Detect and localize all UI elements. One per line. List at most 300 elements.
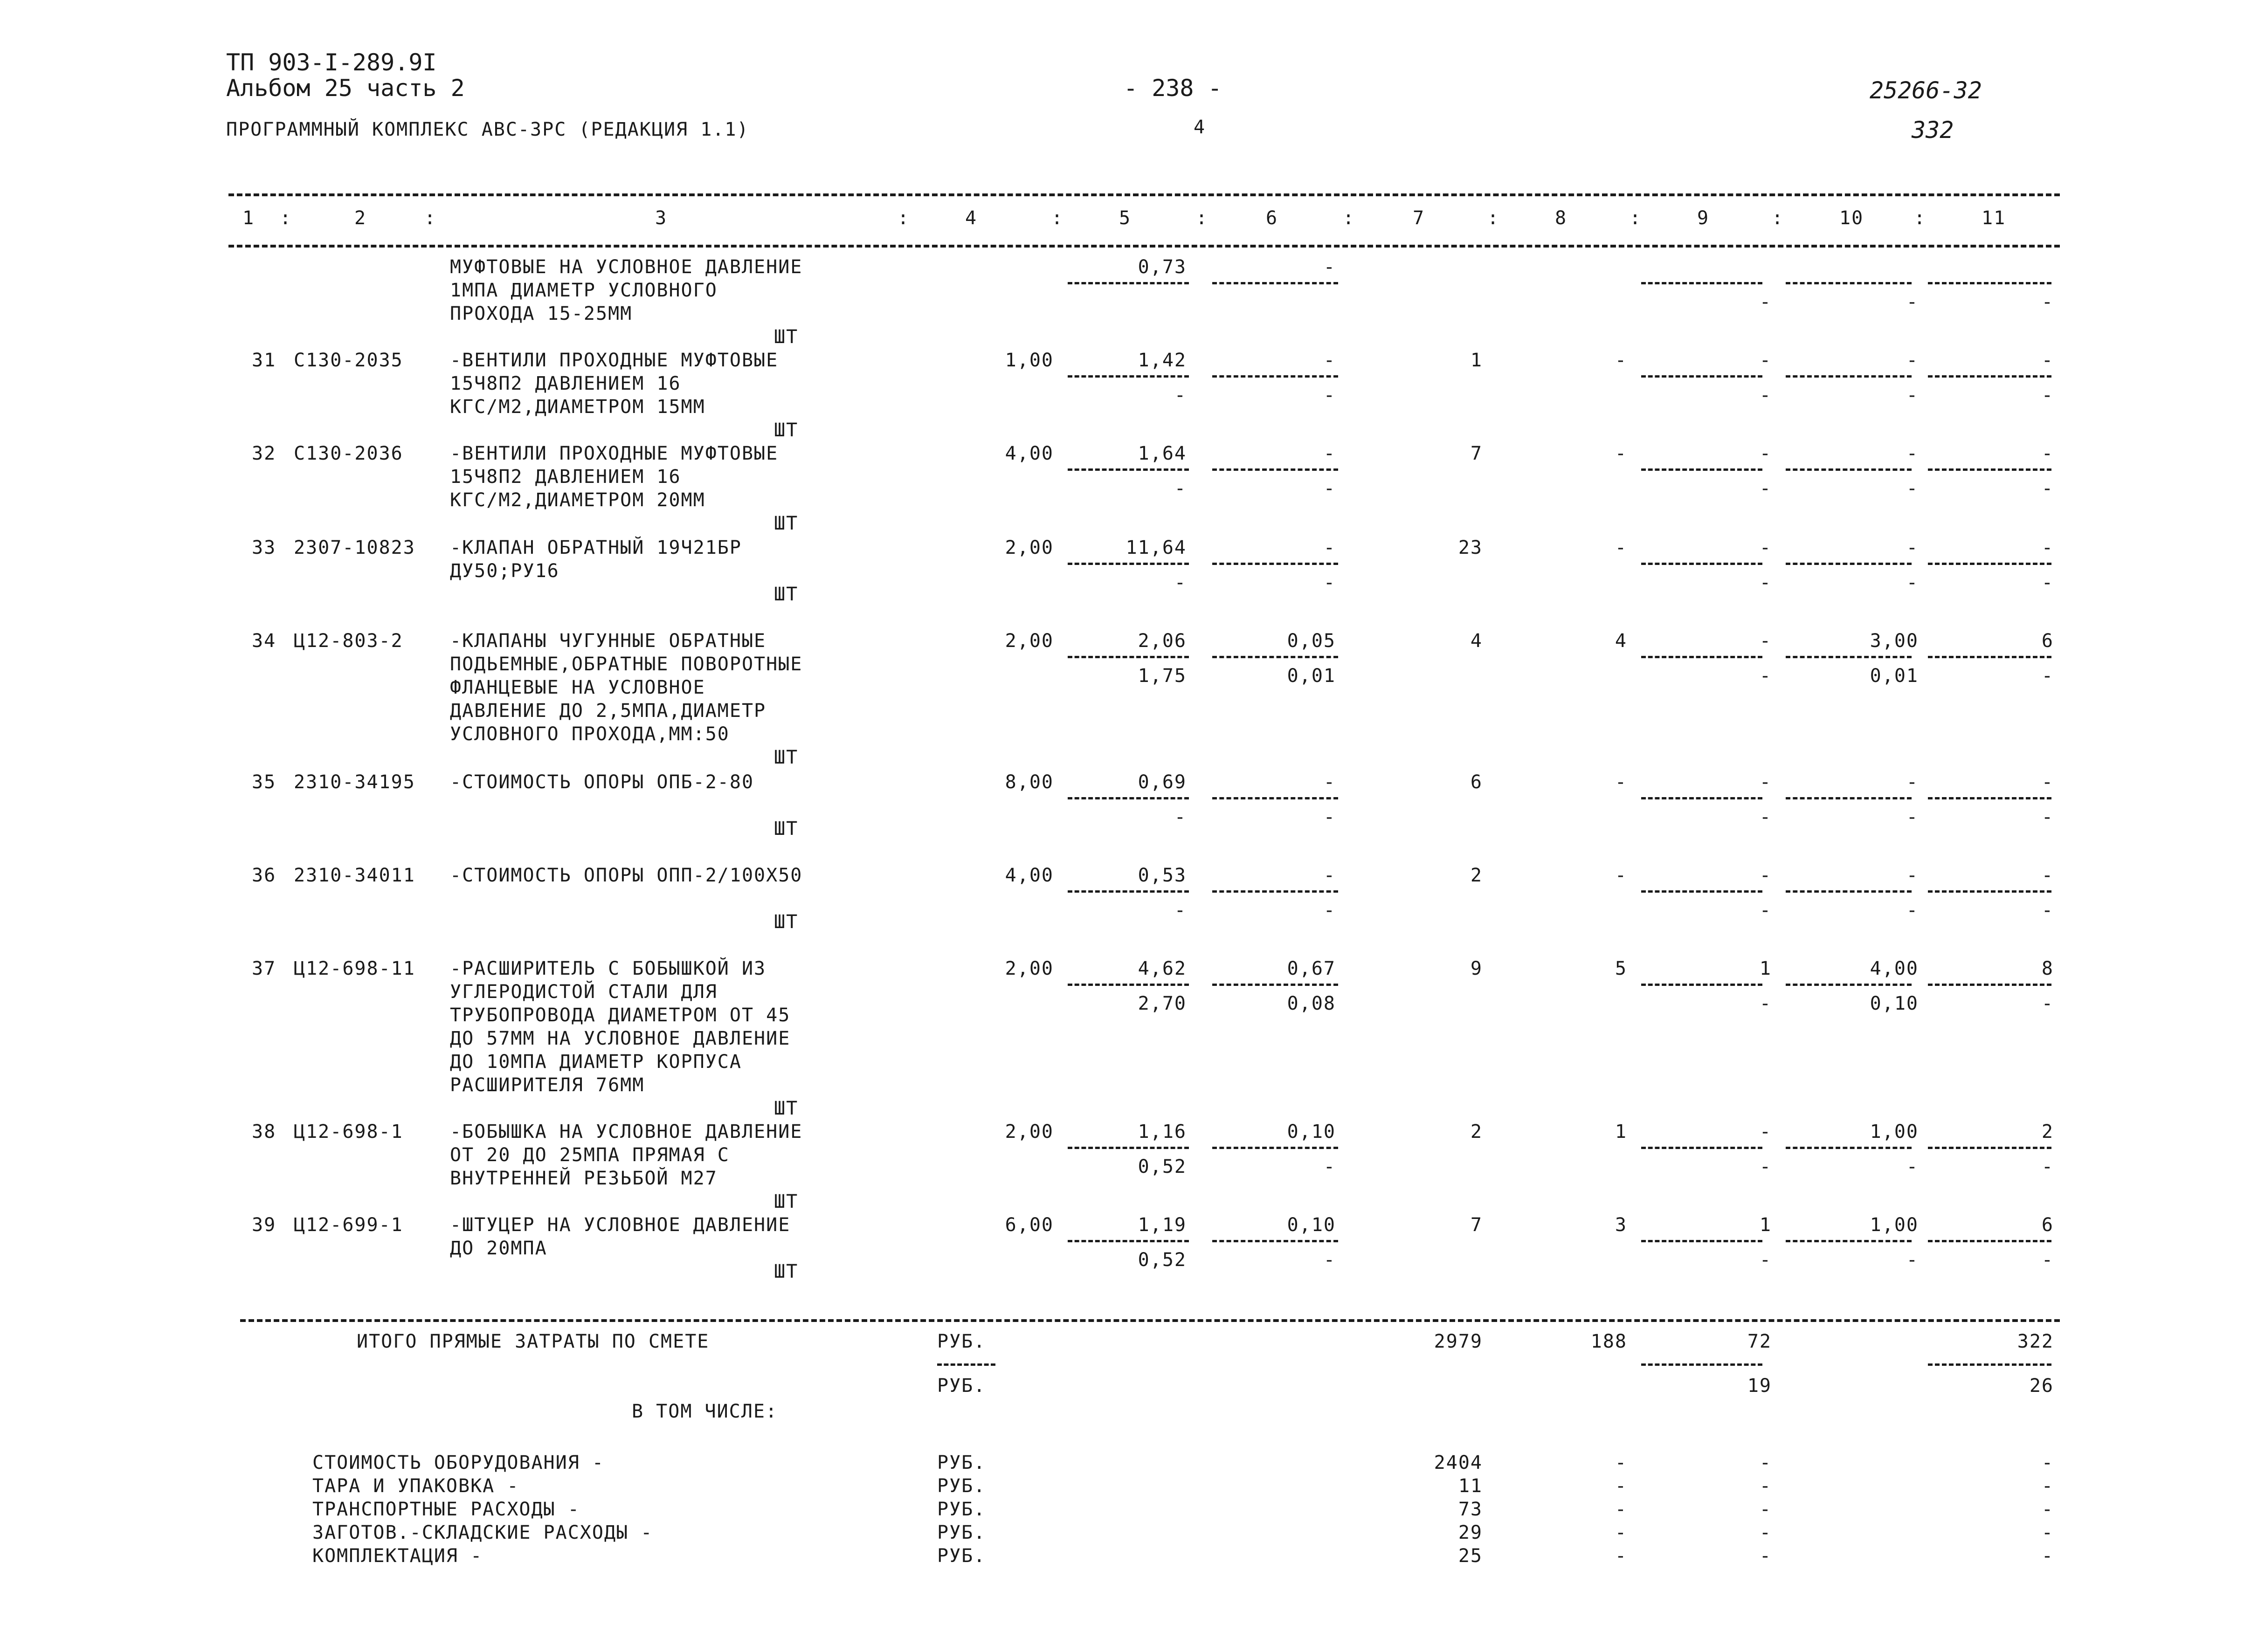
- row-cell-c9b: -: [1759, 665, 1772, 687]
- breakdown-label: ЗАГОТОВ.-СКЛАДСКИЕ РАСХОДЫ -: [312, 1522, 653, 1543]
- project-code: ТП 903-I-289.9I: [226, 49, 437, 76]
- row-cell-c10b: 0,10: [1870, 993, 1919, 1014]
- column-header-4: 4: [965, 207, 978, 229]
- row-number: 37: [252, 958, 276, 979]
- row-number: 38: [252, 1121, 276, 1143]
- cell-underline: [1928, 984, 2051, 986]
- breakdown-unit: РУБ.: [937, 1522, 986, 1543]
- row-cell-c8: -: [1615, 865, 1627, 886]
- row-cell-c5b: -: [1174, 385, 1187, 406]
- row-cell-c5b: 0,52: [1138, 1156, 1187, 1177]
- cell-underline: [1928, 1147, 2051, 1149]
- row-description-line: -ВЕНТИЛИ ПРОХОДНЫЕ МУФТОВЫЕ: [450, 350, 779, 371]
- row-cell-c6b: -: [1323, 478, 1336, 499]
- total-col9: 72: [1747, 1331, 1772, 1352]
- row-cell-c9b: -: [1759, 900, 1772, 921]
- row-cell-c11: -: [2041, 443, 2054, 464]
- row-unit: ШТ: [774, 584, 799, 605]
- row-cell-c6: -: [1323, 537, 1336, 558]
- program-line: ПРОГРАММНЫЙ КОМПЛЕКС АВС-3РС (РЕДАКЦИЯ 1.1): [226, 119, 749, 140]
- row-number: 33: [252, 537, 276, 558]
- row-cell-c6: -: [1323, 350, 1336, 371]
- page-number: - 238 -: [1124, 75, 1222, 102]
- cell-underline: [1786, 656, 1912, 658]
- cell-underline: [1641, 1240, 1762, 1242]
- totals-rule: [240, 1319, 2060, 1322]
- row-description-line: ПОДЬЕМНЫЕ,ОБРАТНЫЕ ПОВОРОТНЫЕ: [450, 654, 803, 675]
- row-cell-c11b: -: [2041, 1249, 2054, 1271]
- column-separator: :: [898, 207, 910, 229]
- row-description-line: -ШТУЦЕР НА УСЛОВНОЕ ДАВЛЕНИЕ: [450, 1214, 791, 1236]
- row-cell-c11b: -: [2041, 993, 2054, 1014]
- row-code: Ц12-699-1: [294, 1214, 403, 1236]
- row-unit: ШТ: [774, 1261, 799, 1282]
- row-description-line: -ВЕНТИЛИ ПРОХОДНЫЕ МУФТОВЫЕ: [450, 443, 779, 464]
- cell-underline: [1212, 797, 1338, 799]
- sheet-code: 332: [1912, 117, 1954, 144]
- row-number: 34: [252, 630, 276, 652]
- row-cell-c6b: -: [1323, 1249, 1336, 1271]
- row-description-line: ТРУБОПРОВОДА ДИАМЕТРОМ ОТ 45: [450, 1005, 791, 1026]
- breakdown-col11: -: [2041, 1452, 2054, 1473]
- totals-label: ИТОГО ПРЯМЫЕ ЗАТРАТЫ ПО СМЕТЕ: [357, 1331, 710, 1352]
- row-cell-c6b: -: [1323, 1156, 1336, 1177]
- cell-underline: [1068, 890, 1189, 893]
- row-cell-c5: 0,53: [1138, 865, 1187, 886]
- row-cell-c10: -: [1906, 537, 1919, 558]
- row-description-line: УСЛОВНОГО ПРОХОДА,ММ:50: [450, 723, 730, 745]
- total-col11-b: 26: [2029, 1375, 2054, 1397]
- row-cell-c6: -: [1323, 256, 1336, 278]
- row-cell-c11b: -: [2041, 665, 2054, 687]
- row-cell-c7: 6: [1470, 771, 1483, 793]
- cell-underline: [1068, 656, 1189, 658]
- column-separator: :: [280, 207, 292, 229]
- column-separator: :: [424, 207, 437, 229]
- row-cell-c8: 4: [1615, 630, 1627, 652]
- row-number: 39: [252, 1214, 276, 1236]
- row-description-line: КГС/М2,ДИАМЕТРОМ 15ММ: [450, 396, 705, 418]
- row-code: Ц12-803-2: [294, 630, 403, 652]
- cell-underline: [1068, 563, 1189, 565]
- row-cell-c7: 23: [1458, 537, 1483, 558]
- breakdown-col8: -: [1615, 1475, 1627, 1497]
- row-cell-c5: 0,69: [1138, 771, 1187, 793]
- row-cell-c11b: -: [2041, 291, 2054, 313]
- row-cell-c10b: -: [1906, 385, 1919, 406]
- column-header-11: 11: [1982, 207, 2006, 229]
- row-cell-c5b: 1,75: [1138, 665, 1187, 687]
- total-col9-underline: [1641, 1363, 1762, 1366]
- row-cell-c7: 9: [1470, 958, 1483, 979]
- row-cell-c6b: -: [1323, 572, 1336, 593]
- cell-underline: [1212, 468, 1338, 471]
- breakdown-col9: -: [1759, 1452, 1772, 1473]
- cell-underline: [1786, 1147, 1912, 1149]
- cell-underline: [1641, 890, 1762, 893]
- breakdown-col11: -: [2041, 1522, 2054, 1543]
- cell-underline: [1212, 375, 1338, 378]
- column-header-9: 9: [1697, 207, 1710, 229]
- row-cell-c5b: 0,52: [1138, 1249, 1187, 1271]
- row-cell-c6b: -: [1323, 385, 1336, 406]
- cell-underline: [1786, 375, 1912, 378]
- row-cell-c10b: -: [1906, 900, 1919, 921]
- row-cell-c5b: -: [1174, 806, 1187, 828]
- breakdown-col7: 25: [1458, 1545, 1483, 1567]
- row-number: 35: [252, 771, 276, 793]
- row-cell-c8: 5: [1615, 958, 1627, 979]
- row-cell-c10: 4,00: [1870, 958, 1919, 979]
- row-description-line: -БОБЫШКА НА УСЛОВНОЕ ДАВЛЕНИЕ: [450, 1121, 803, 1143]
- row-description-line: УГЛЕРОДИСТОЙ СТАЛИ ДЛЯ: [450, 981, 718, 1003]
- breakdown-col7: 73: [1458, 1499, 1483, 1520]
- breakdown-label: ТАРА И УПАКОВКА -: [312, 1475, 519, 1497]
- row-cell-c9: -: [1759, 630, 1772, 652]
- row-cell-c9: 1: [1759, 1214, 1772, 1236]
- column-separator: :: [1487, 207, 1500, 229]
- sheet-number: 4: [1194, 117, 1206, 138]
- cell-underline: [1212, 563, 1338, 565]
- column-header-7: 7: [1413, 207, 1425, 229]
- row-description-line: КГС/М2,ДИАМЕТРОМ 20ММ: [450, 489, 705, 511]
- row-cell-qty: 4,00: [1005, 443, 1054, 464]
- row-description-line: МУФТОВЫЕ НА УСЛОВНОЕ ДАВЛЕНИЕ: [450, 256, 803, 278]
- row-cell-c7: 2: [1470, 1121, 1483, 1143]
- cell-underline: [1212, 1147, 1338, 1149]
- row-cell-c6: 0,10: [1287, 1214, 1336, 1236]
- cell-underline: [1068, 797, 1189, 799]
- row-code: 2310-34195: [294, 771, 415, 793]
- column-header-1: 1: [242, 207, 255, 229]
- row-description-line: ВНУТРЕННЕЙ РЕЗЬБОЙ М27: [450, 1168, 718, 1189]
- row-cell-c11: -: [2041, 350, 2054, 371]
- row-unit: ШТ: [774, 1098, 799, 1119]
- row-cell-c10b: -: [1906, 1249, 1919, 1271]
- breakdown-label: КОМПЛЕКТАЦИЯ -: [312, 1545, 483, 1567]
- breakdown-col11: -: [2041, 1499, 2054, 1520]
- column-header-10: 10: [1839, 207, 1864, 229]
- row-cell-c11: 2: [2041, 1121, 2054, 1143]
- breakdown-col8: -: [1615, 1522, 1627, 1543]
- cell-underline: [1068, 1240, 1189, 1242]
- cell-underline: [1212, 656, 1338, 658]
- header-bottom-rule: [228, 245, 2060, 248]
- row-description-line: -СТОИМОСТЬ ОПОРЫ ОПП-2/100Х50: [450, 865, 803, 886]
- totals-unit-underline: [937, 1363, 995, 1366]
- cell-underline: [1641, 1147, 1762, 1149]
- row-cell-c6: -: [1323, 771, 1336, 793]
- row-cell-qty: 2,00: [1005, 1121, 1054, 1143]
- column-separator: :: [1343, 207, 1355, 229]
- row-cell-c5b: -: [1174, 572, 1187, 593]
- cell-underline: [1786, 797, 1912, 799]
- row-cell-c5: 1,16: [1138, 1121, 1187, 1143]
- row-description-line: РАСШИРИТЕЛЯ 76ММ: [450, 1074, 645, 1096]
- row-cell-c7: 4: [1470, 630, 1483, 652]
- breakdown-col11: -: [2041, 1545, 2054, 1567]
- column-separator: :: [1914, 207, 1927, 229]
- row-description-line: -РАСШИРИТЕЛЬ С БОБЫШКОЙ ИЗ: [450, 958, 766, 979]
- row-number: 36: [252, 865, 276, 886]
- breakdown-col8: -: [1615, 1499, 1627, 1520]
- row-number: 32: [252, 443, 276, 464]
- row-cell-c5: 1,42: [1138, 350, 1187, 371]
- row-cell-c11b: -: [2041, 572, 2054, 593]
- total-col11-underline: [1928, 1363, 2051, 1366]
- cell-underline: [1786, 468, 1912, 471]
- cell-underline: [1928, 282, 2051, 284]
- total-col11: 322: [2017, 1331, 2054, 1352]
- row-description-line: 1МПА ДИАМЕТР УСЛОВНОГО: [450, 280, 718, 301]
- row-code: С130-2036: [294, 443, 403, 464]
- row-unit: ШТ: [774, 420, 799, 441]
- row-cell-c6: -: [1323, 865, 1336, 886]
- column-separator: :: [1630, 207, 1642, 229]
- breakdown-unit: РУБ.: [937, 1452, 986, 1473]
- cell-underline: [1212, 1240, 1338, 1242]
- cell-underline: [1068, 1147, 1189, 1149]
- row-description-line: ПРОХОДА 15-25ММ: [450, 303, 633, 324]
- row-cell-c9: -: [1759, 1121, 1772, 1143]
- row-cell-c10b: -: [1906, 478, 1919, 499]
- row-cell-c8: -: [1615, 771, 1627, 793]
- row-cell-c11b: -: [2041, 385, 2054, 406]
- row-unit: ШТ: [774, 1191, 799, 1212]
- top-rule: [228, 193, 2060, 196]
- row-cell-c5: 11,64: [1126, 537, 1187, 558]
- row-cell-c9b: -: [1759, 1156, 1772, 1177]
- row-cell-c5: 1,19: [1138, 1214, 1187, 1236]
- row-cell-c11: 6: [2041, 1214, 2054, 1236]
- row-cell-c6b: -: [1323, 900, 1336, 921]
- row-cell-c11b: -: [2041, 900, 2054, 921]
- row-cell-c6b: 0,01: [1287, 665, 1336, 687]
- row-cell-c8: -: [1615, 350, 1627, 371]
- total-col7: 2979: [1434, 1331, 1483, 1352]
- cell-underline: [1212, 984, 1338, 986]
- row-description-line: ДУ50;РУ16: [450, 560, 559, 582]
- row-cell-c9b: -: [1759, 385, 1772, 406]
- row-code: Ц12-698-11: [294, 958, 415, 979]
- row-cell-qty: 2,00: [1005, 958, 1054, 979]
- column-header-6: 6: [1266, 207, 1278, 229]
- row-cell-c10: 1,00: [1870, 1214, 1919, 1236]
- row-description-line: ДО 20МПА: [450, 1238, 547, 1259]
- breakdown-col8: -: [1615, 1452, 1627, 1473]
- row-cell-c5: 1,64: [1138, 443, 1187, 464]
- row-cell-c7: 2: [1470, 865, 1483, 886]
- row-cell-c6: 0,67: [1287, 958, 1336, 979]
- row-cell-c9b: -: [1759, 1249, 1772, 1271]
- column-separator: :: [1772, 207, 1784, 229]
- row-cell-qty: 4,00: [1005, 865, 1054, 886]
- totals-unit: РУБ.: [937, 1331, 986, 1352]
- row-cell-c9: -: [1759, 443, 1772, 464]
- row-code: Ц12-698-1: [294, 1121, 403, 1143]
- breakdown-col9: -: [1759, 1475, 1772, 1497]
- row-cell-c6b: 0,08: [1287, 993, 1336, 1014]
- column-separator: :: [1196, 207, 1208, 229]
- row-cell-c9b: -: [1759, 572, 1772, 593]
- row-cell-c11: -: [2041, 865, 2054, 886]
- row-unit: ШТ: [774, 818, 799, 840]
- row-unit: ШТ: [774, 911, 799, 933]
- row-cell-c9: -: [1759, 771, 1772, 793]
- row-cell-c6: -: [1323, 443, 1336, 464]
- column-header-2: 2: [354, 207, 367, 229]
- cell-underline: [1641, 282, 1762, 284]
- row-description-line: 15Ч8П2 ДАВЛЕНИЕМ 16: [450, 466, 681, 488]
- row-cell-c10b: 0,01: [1870, 665, 1919, 687]
- row-cell-c10: 1,00: [1870, 1121, 1919, 1143]
- breakdown-unit: РУБ.: [937, 1499, 986, 1520]
- cell-underline: [1786, 890, 1912, 893]
- breakdown-col7: 11: [1458, 1475, 1483, 1497]
- row-cell-c11b: -: [2041, 806, 2054, 828]
- row-cell-c8: 1: [1615, 1121, 1627, 1143]
- column-header-8: 8: [1555, 207, 1567, 229]
- row-unit: ШТ: [774, 513, 799, 534]
- row-cell-qty: 2,00: [1005, 537, 1054, 558]
- row-unit: ШТ: [774, 326, 799, 348]
- breakdown-col8: -: [1615, 1545, 1627, 1567]
- cell-underline: [1928, 890, 2051, 893]
- cell-underline: [1928, 797, 2051, 799]
- row-cell-qty: 1,00: [1005, 350, 1054, 371]
- row-cell-c5: 4,62: [1138, 958, 1187, 979]
- cell-underline: [1641, 468, 1762, 471]
- row-cell-c9: -: [1759, 350, 1772, 371]
- row-description-line: ДАВЛЕНИЕ ДО 2,5МПА,ДИАМЕТР: [450, 700, 766, 722]
- row-cell-c5: 2,06: [1138, 630, 1187, 652]
- cell-underline: [1928, 375, 2051, 378]
- cell-underline: [1641, 375, 1762, 378]
- row-cell-c10: -: [1906, 350, 1919, 371]
- row-cell-c5b: -: [1174, 478, 1187, 499]
- row-cell-c6b: -: [1323, 806, 1336, 828]
- row-cell-c5b: -: [1174, 900, 1187, 921]
- cell-underline: [1786, 282, 1912, 284]
- row-description-line: -СТОИМОСТЬ ОПОРЫ ОПБ-2-80: [450, 771, 754, 793]
- row-cell-c8: 3: [1615, 1214, 1627, 1236]
- row-cell-c11: -: [2041, 537, 2054, 558]
- row-cell-c10b: -: [1906, 572, 1919, 593]
- cell-underline: [1786, 984, 1912, 986]
- row-description-line: ДО 57ММ НА УСЛОВНОЕ ДАВЛЕНИЕ: [450, 1028, 791, 1049]
- row-cell-c11: -: [2041, 771, 2054, 793]
- row-cell-c7: 7: [1470, 443, 1483, 464]
- column-header-5: 5: [1119, 207, 1132, 229]
- cell-underline: [1786, 1240, 1912, 1242]
- row-cell-c10: 3,00: [1870, 630, 1919, 652]
- row-cell-c5b: 2,70: [1138, 993, 1187, 1014]
- cell-underline: [1212, 282, 1338, 284]
- row-cell-c9: -: [1759, 537, 1772, 558]
- cell-underline: [1786, 563, 1912, 565]
- breakdown-unit: РУБ.: [937, 1475, 986, 1497]
- row-cell-qty: 8,00: [1005, 771, 1054, 793]
- breakdown-col7: 29: [1458, 1522, 1483, 1543]
- row-cell-qty: 6,00: [1005, 1214, 1054, 1236]
- document-code: 25266-32: [1870, 77, 1982, 104]
- row-cell-c11b: -: [2041, 1156, 2054, 1177]
- total-col8: 188: [1590, 1331, 1627, 1352]
- row-description-line: ОТ 20 ДО 25МПА ПРЯМАЯ С: [450, 1144, 730, 1166]
- row-cell-c10: -: [1906, 443, 1919, 464]
- cell-underline: [1641, 984, 1762, 986]
- breakdown-col11: -: [2041, 1475, 2054, 1497]
- totals-unit-2: РУБ.: [937, 1375, 986, 1397]
- row-cell-qty: 2,00: [1005, 630, 1054, 652]
- row-description-line: -КЛАПАНЫ ЧУГУННЫЕ ОБРАТНЫЕ: [450, 630, 766, 652]
- row-cell-c9b: -: [1759, 478, 1772, 499]
- breakdown-col9: -: [1759, 1545, 1772, 1567]
- cell-underline: [1068, 282, 1189, 284]
- row-cell-c5: 0,73: [1138, 256, 1187, 278]
- row-cell-c7: 1: [1470, 350, 1483, 371]
- breakdown-col7: 2404: [1434, 1452, 1483, 1473]
- cell-underline: [1068, 375, 1189, 378]
- row-code: 2310-34011: [294, 865, 415, 886]
- row-cell-c10b: -: [1906, 1156, 1919, 1177]
- cell-underline: [1641, 797, 1762, 799]
- cell-underline: [1641, 656, 1762, 658]
- row-cell-c10: -: [1906, 771, 1919, 793]
- row-cell-c10: -: [1906, 865, 1919, 886]
- row-cell-c10b: -: [1906, 806, 1919, 828]
- breakdown-col9: -: [1759, 1522, 1772, 1543]
- row-number: 31: [252, 350, 276, 371]
- row-unit: ШТ: [774, 747, 799, 768]
- album-line: Альбом 25 часть 2: [226, 75, 465, 102]
- row-description-line: -КЛАПАН ОБРАТНЫЙ 19Ч21БР: [450, 537, 742, 558]
- breakdown-unit: РУБ.: [937, 1545, 986, 1567]
- row-cell-c9b: -: [1759, 806, 1772, 828]
- breakdown-title: В ТОМ ЧИСЛЕ:: [632, 1401, 778, 1422]
- cell-underline: [1928, 1240, 2051, 1242]
- column-header-3: 3: [655, 207, 668, 229]
- cell-underline: [1928, 468, 2051, 471]
- row-description-line: 15Ч8П2 ДАВЛЕНИЕМ 16: [450, 373, 681, 394]
- row-cell-c11: 8: [2041, 958, 2054, 979]
- breakdown-label: СТОИМОСТЬ ОБОРУДОВАНИЯ -: [312, 1452, 604, 1473]
- row-code: С130-2035: [294, 350, 403, 371]
- row-cell-c11: 6: [2041, 630, 2054, 652]
- row-description-line: ФЛАНЦЕВЫЕ НА УСЛОВНОЕ: [450, 677, 705, 698]
- column-separator: :: [1051, 207, 1064, 229]
- row-cell-c8: -: [1615, 443, 1627, 464]
- cell-underline: [1641, 563, 1762, 565]
- row-cell-c9: 1: [1759, 958, 1772, 979]
- row-cell-c8: -: [1615, 537, 1627, 558]
- cell-underline: [1212, 890, 1338, 893]
- breakdown-label: ТРАНСПОРТНЫЕ РАСХОДЫ -: [312, 1499, 580, 1520]
- row-cell-c10b: -: [1906, 291, 1919, 313]
- row-cell-c9b: -: [1759, 291, 1772, 313]
- row-description-line: ДО 10МПА ДИАМЕТР КОРПУСА: [450, 1051, 742, 1073]
- row-cell-c9b: -: [1759, 993, 1772, 1014]
- row-cell-c9: -: [1759, 865, 1772, 886]
- cell-underline: [1068, 468, 1189, 471]
- row-code: 2307-10823: [294, 537, 415, 558]
- row-cell-c7: 7: [1470, 1214, 1483, 1236]
- cell-underline: [1928, 563, 2051, 565]
- breakdown-col9: -: [1759, 1499, 1772, 1520]
- cell-underline: [1068, 984, 1189, 986]
- row-cell-c11b: -: [2041, 478, 2054, 499]
- row-cell-c6: 0,10: [1287, 1121, 1336, 1143]
